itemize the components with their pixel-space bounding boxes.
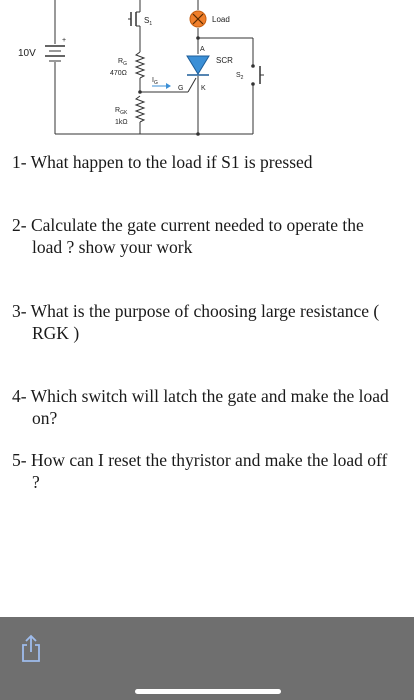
s2-sub: 2	[240, 75, 244, 81]
question-3-line2: RGK )	[32, 323, 80, 343]
question-4-line1: 4- Which switch will latch the gate and make the load	[12, 386, 389, 406]
svg-text:RGK	[115, 107, 128, 116]
svg-text:RG	[118, 58, 127, 67]
load-label: Load	[212, 15, 230, 24]
home-indicator[interactable]	[135, 689, 281, 694]
share-icon[interactable]	[18, 634, 44, 664]
question-1	[12, 151, 408, 173]
rg-resistor	[136, 52, 144, 78]
question-1-text: 1- What happen to the load if S1 is pressed	[12, 152, 313, 172]
s1-label: S	[144, 16, 150, 25]
scr-symbol	[187, 56, 209, 75]
cathode-label: K	[201, 85, 206, 92]
question-3-line1: 3- What is the purpose of choosing large resistance (	[12, 301, 380, 321]
load-lamp-icon	[190, 11, 206, 27]
s2-label: S	[236, 72, 241, 79]
rg-sub: G	[123, 61, 127, 67]
ig-arrow-icon	[166, 83, 171, 89]
question-5	[12, 449, 408, 493]
bottom-toolbar	[0, 617, 414, 700]
s1-sub: 1	[149, 21, 153, 27]
question-2	[12, 214, 408, 258]
svg-text:S2	[236, 72, 244, 81]
svg-text:S1	[144, 16, 152, 27]
circuit-diagram	[0, 0, 414, 140]
circuit-svg	[0, 0, 414, 140]
question-3	[12, 300, 408, 344]
rg-value: 470Ω	[110, 70, 127, 77]
battery-symbol	[45, 37, 66, 61]
source-label: 10V	[18, 48, 36, 59]
rgk-resistor	[136, 96, 144, 122]
question-4	[12, 385, 408, 429]
rgk-label: R	[115, 107, 121, 114]
svg-text:+: +	[62, 37, 67, 44]
gate-label: G	[178, 85, 184, 92]
ig-label: I	[152, 77, 154, 84]
s2-switch	[251, 64, 264, 86]
rg-label: R	[118, 58, 124, 65]
scr-label: SCR	[216, 56, 233, 65]
question-4-line2: on?	[32, 408, 58, 428]
question-5-line1: 5- How can I reset the thyristor and make the load off	[12, 450, 388, 470]
question-2-line2: load ? show your work	[32, 237, 193, 257]
question-2-line1: 2- Calculate the gate current needed to operate the	[12, 215, 364, 235]
ig-sub: G	[153, 80, 158, 86]
rgk-sub: GK	[120, 110, 128, 116]
svg-text:IG	[152, 77, 158, 86]
anode-label: A	[200, 46, 205, 53]
question-5-line2: ?	[32, 472, 40, 492]
s1-switch	[128, 12, 140, 26]
rgk-value: 1kΩ	[115, 119, 128, 126]
